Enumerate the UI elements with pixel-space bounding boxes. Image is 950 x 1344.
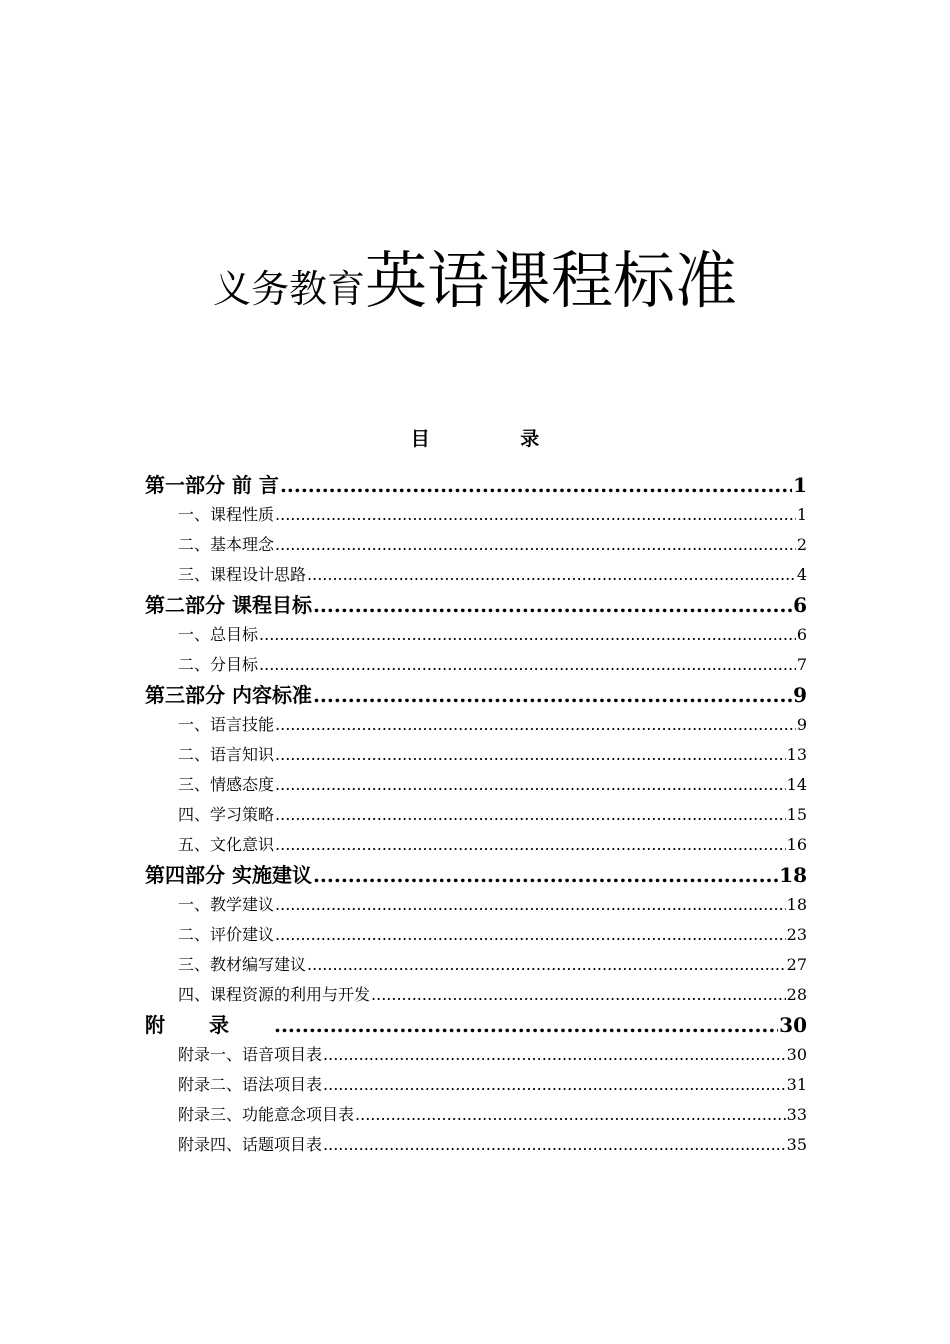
toc-item-label: 附录一、语音项目表 xyxy=(178,1045,323,1064)
toc-leader-dots xyxy=(323,1130,786,1160)
toc-page-number: 4 xyxy=(796,565,807,584)
toc-part-appendix[interactable] xyxy=(145,1010,807,1040)
toc-item[interactable] xyxy=(145,530,807,560)
toc-item[interactable] xyxy=(145,890,807,920)
toc-item-label: 四、课程资源的利用与开发 xyxy=(178,985,371,1004)
toc-item[interactable] xyxy=(145,650,807,680)
toc-item-label: 附录四、话题项目表 xyxy=(178,1135,323,1154)
toc-part-4[interactable] xyxy=(145,860,807,890)
toc-item[interactable] xyxy=(145,560,807,590)
toc-page-number: 27 xyxy=(786,955,807,974)
toc-page-number: 35 xyxy=(786,1135,807,1154)
toc-item-label: 三、教材编写建议 xyxy=(178,955,307,974)
toc-item-label: 四、学习策略 xyxy=(178,805,275,824)
toc-item-label: 一、课程性质 xyxy=(178,505,275,524)
toc-item[interactable] xyxy=(145,500,807,530)
toc-page-number: 7 xyxy=(796,655,807,674)
toc-page-number: 23 xyxy=(786,925,807,944)
toc-item-label: 一、语言技能 xyxy=(178,715,275,734)
toc-page-number: 9 xyxy=(793,683,807,707)
toc-item[interactable] xyxy=(145,1070,807,1100)
toc-leader-dots xyxy=(259,650,796,680)
title-prefix: 义务教育 xyxy=(212,267,365,311)
toc-item-label: 三、情感态度 xyxy=(178,775,275,794)
toc-item-label: 附录三、功能意念项目表 xyxy=(178,1105,355,1124)
toc-item[interactable] xyxy=(145,770,807,800)
toc-page-number: 18 xyxy=(779,863,807,887)
toc-item-label: 三、课程设计思路 xyxy=(178,565,307,584)
toc-page-number: 1 xyxy=(793,473,807,497)
toc-leader-dots xyxy=(323,1040,786,1070)
toc-page-number: 33 xyxy=(786,1105,807,1124)
toc-item[interactable] xyxy=(145,1040,807,1070)
toc-item-label: 一、总目标 xyxy=(178,625,259,644)
toc-part-label: 第四部分 实施建议 xyxy=(145,863,312,887)
toc-leader-dots xyxy=(275,890,786,920)
toc-leader-dots xyxy=(275,920,786,950)
toc-item[interactable] xyxy=(145,1100,807,1130)
toc-page-number: 30 xyxy=(779,1013,807,1037)
toc-page-number: 30 xyxy=(786,1045,807,1064)
toc-page-number: 28 xyxy=(786,985,807,1004)
toc-leader-dots xyxy=(275,830,786,860)
toc-leader-dots xyxy=(313,680,792,710)
toc-leader-dots xyxy=(355,1100,786,1130)
toc-leader-dots xyxy=(275,770,786,800)
toc-page-number: 18 xyxy=(786,895,807,914)
toc-page-number: 6 xyxy=(793,593,807,617)
toc-heading: 目 录 xyxy=(410,428,582,450)
toc-item[interactable] xyxy=(145,920,807,950)
toc-item[interactable] xyxy=(145,710,807,740)
toc-part-label: 附录 xyxy=(145,1013,273,1037)
toc-page-number: 16 xyxy=(786,835,807,854)
toc-page-number: 6 xyxy=(796,625,807,644)
toc-item-label: 二、分目标 xyxy=(178,655,259,674)
toc-leader-dots xyxy=(371,980,786,1010)
toc-item-label: 二、评价建议 xyxy=(178,925,275,944)
toc-leader-dots xyxy=(275,740,786,770)
toc-part-label: 第一部分 前 言 xyxy=(145,473,279,497)
title-main: 英语课程标准 xyxy=(365,244,738,317)
toc-item[interactable] xyxy=(145,950,807,980)
toc-item[interactable] xyxy=(145,1130,807,1160)
toc-page-number: 9 xyxy=(796,715,807,734)
toc-leader-dots xyxy=(307,560,796,590)
toc-leader-dots xyxy=(323,1070,786,1100)
toc-leader-dots xyxy=(275,500,796,530)
toc-item-label: 五、文化意识 xyxy=(178,835,275,854)
toc-leader-dots xyxy=(275,710,796,740)
toc-item-label: 一、教学建议 xyxy=(178,895,275,914)
table-of-contents xyxy=(145,470,807,1160)
toc-part-3[interactable] xyxy=(145,680,807,710)
toc-page-number: 2 xyxy=(796,535,807,554)
toc-leader-dots xyxy=(259,620,796,650)
toc-page-number: 31 xyxy=(786,1075,807,1094)
toc-leader-dots xyxy=(307,950,786,980)
toc-leader-dots xyxy=(275,800,786,830)
toc-leader-dots xyxy=(275,530,796,560)
toc-item-label: 二、语言知识 xyxy=(178,745,275,764)
toc-part-2[interactable] xyxy=(145,590,807,620)
toc-item[interactable] xyxy=(145,830,807,860)
toc-item[interactable] xyxy=(145,740,807,770)
toc-item-label: 二、基本理念 xyxy=(178,535,275,554)
toc-part-label: 第三部分 内容标准 xyxy=(145,683,312,707)
toc-page-number: 1 xyxy=(796,505,807,524)
toc-part-1[interactable] xyxy=(145,470,807,500)
toc-item-label: 附录二、语法项目表 xyxy=(178,1075,323,1094)
toc-item[interactable] xyxy=(145,980,807,1010)
toc-item[interactable] xyxy=(145,800,807,830)
toc-item[interactable] xyxy=(145,620,807,650)
toc-page-number: 15 xyxy=(786,805,807,824)
toc-page-number: 14 xyxy=(786,775,807,794)
toc-part-label: 第二部分 课程目标 xyxy=(145,593,312,617)
toc-leader-dots xyxy=(280,470,792,500)
toc-leader-dots xyxy=(313,590,792,620)
document-title xyxy=(0,244,950,317)
toc-leader-dots xyxy=(274,1010,778,1040)
toc-leader-dots xyxy=(313,860,778,890)
toc-page-number: 13 xyxy=(786,745,807,764)
